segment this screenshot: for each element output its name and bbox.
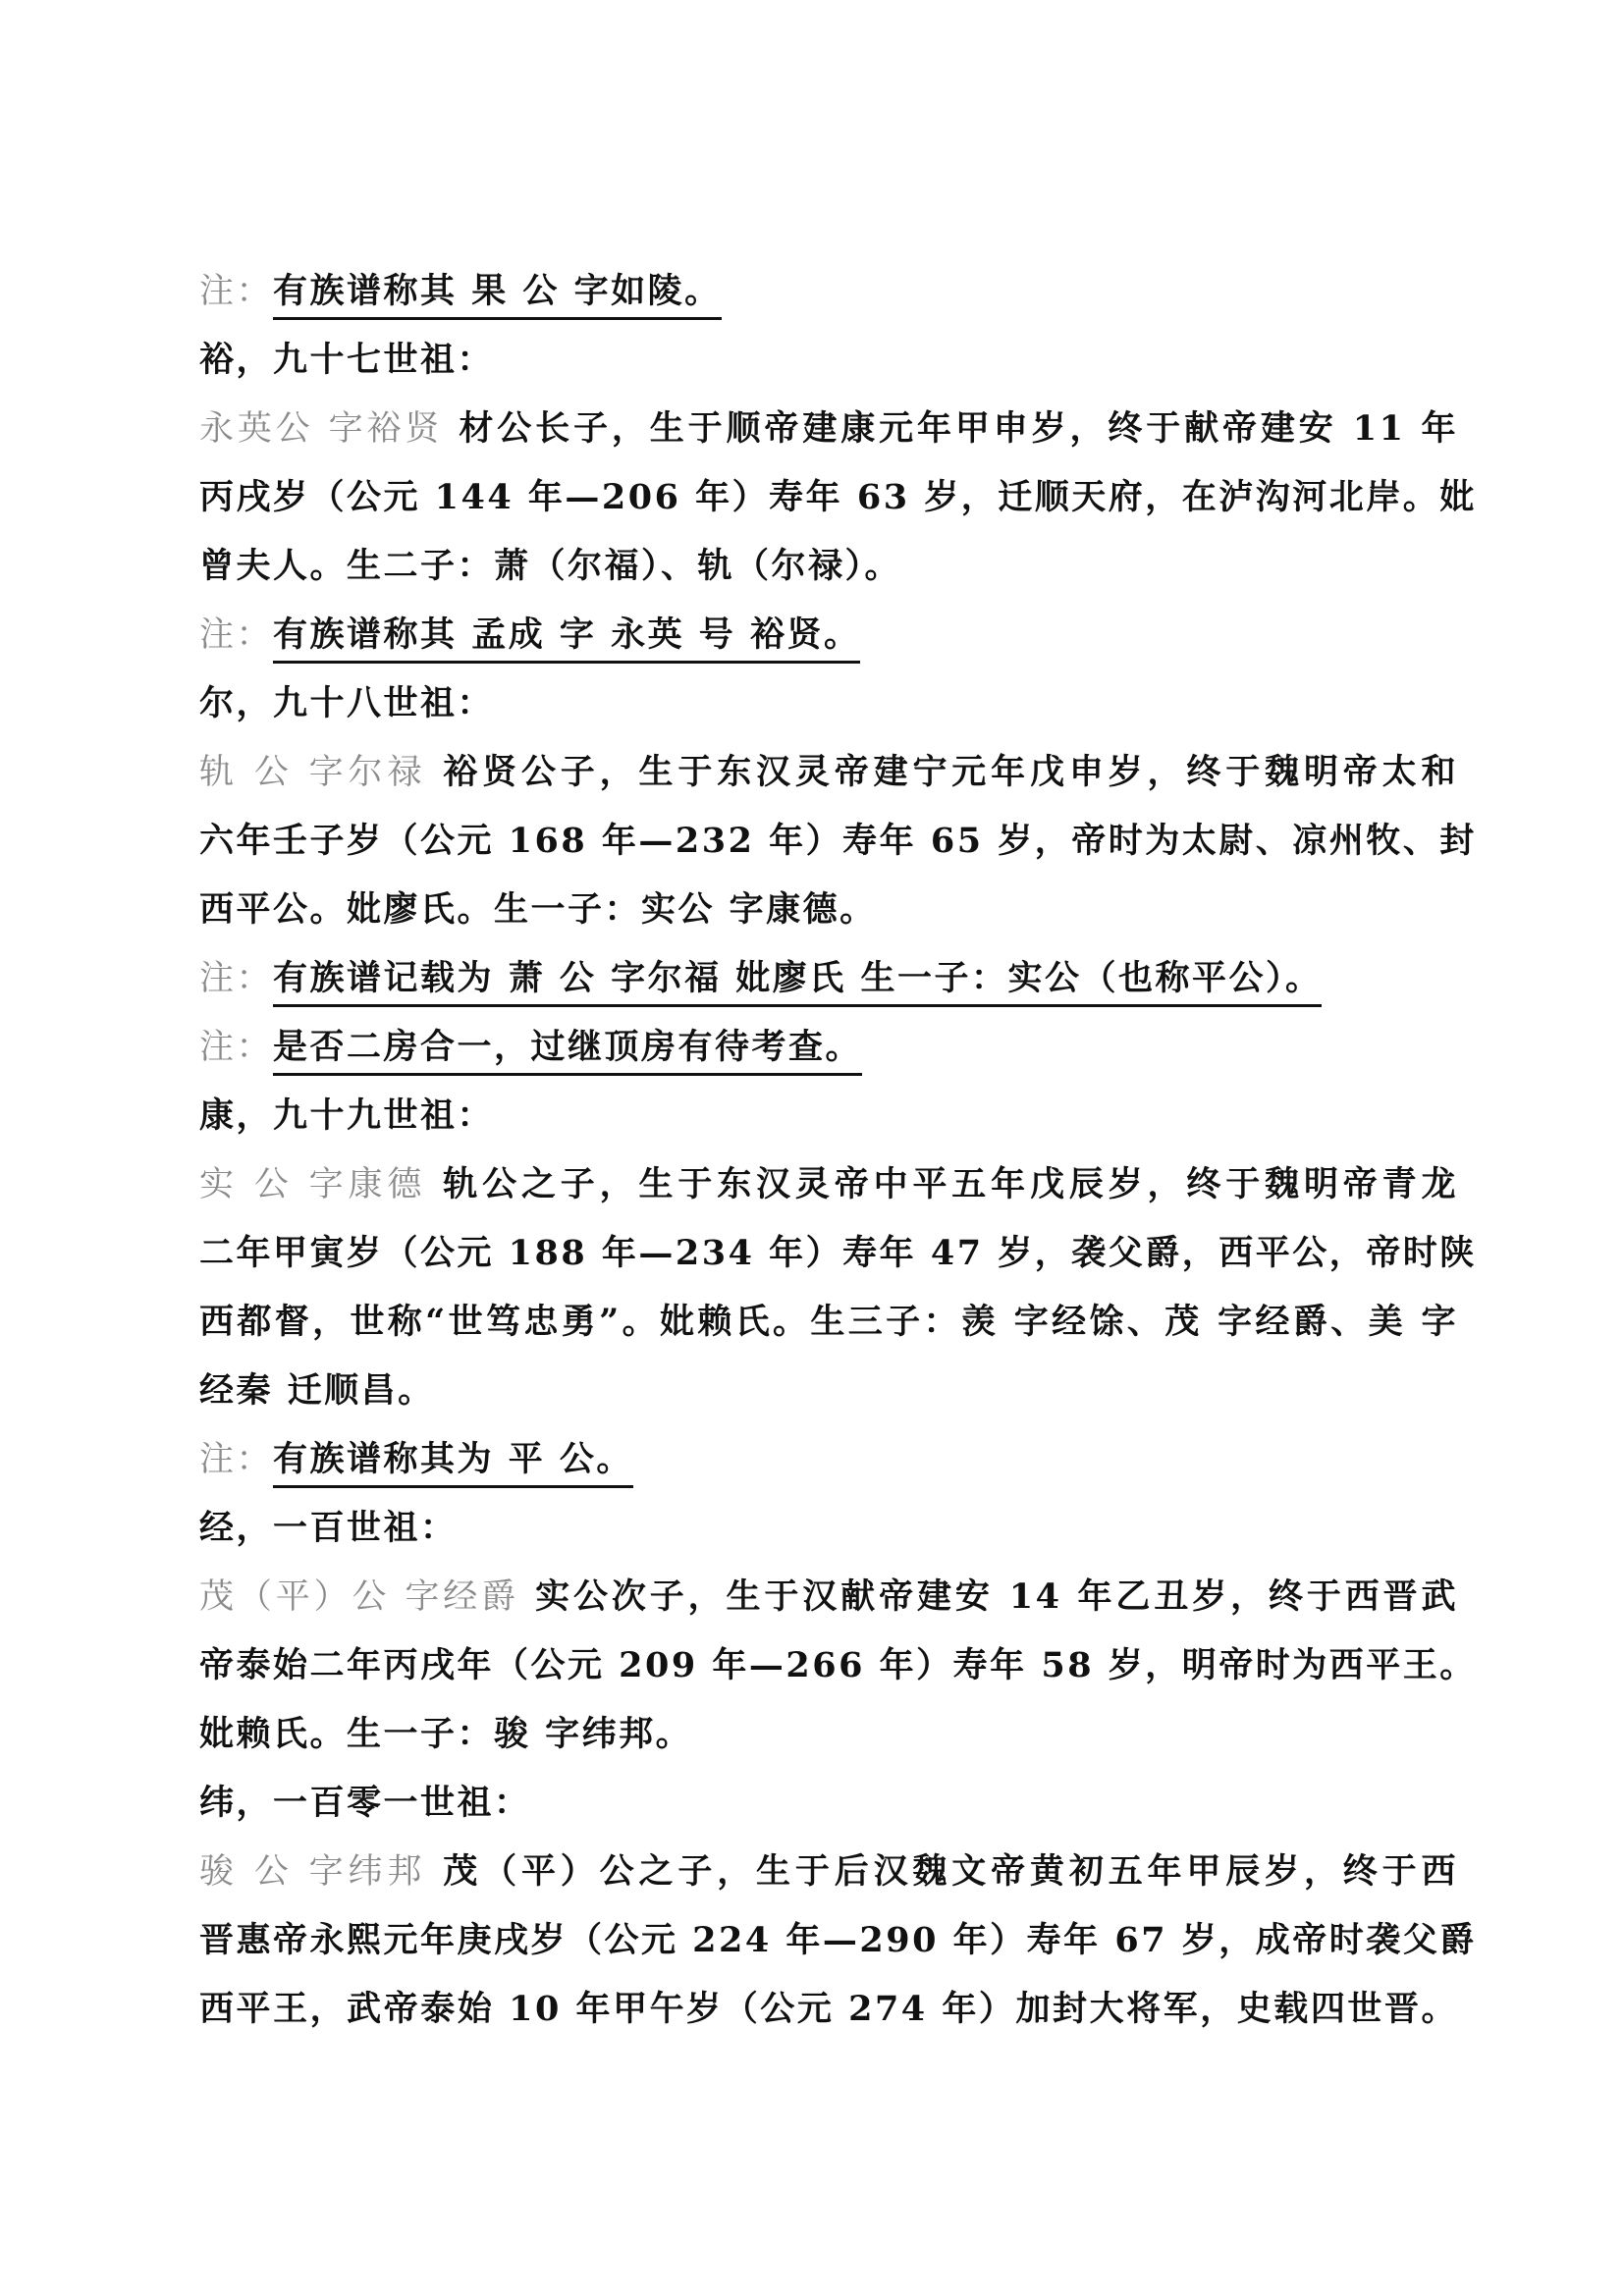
ancestor-entry-content	[199, 1838, 1458, 1906]
paragraph-text: 丙戌岁（公元 144 年—206 年）寿年 63 岁，迁顺天府，在泸沟河北岸。妣	[199, 477, 1477, 517]
ancestor-description: 茂（平）公之子，生于后汉魏文帝黄初五年甲辰岁，终于西	[426, 1851, 1458, 1892]
paragraph-line	[199, 1975, 1458, 2044]
ancestor-entry-content	[199, 1150, 1458, 1219]
generation-heading	[199, 669, 1458, 738]
ancestor-description: 实公次子，生于汉献帝建安 14 年乙丑岁，终于西晋武	[519, 1576, 1458, 1617]
generation-heading-text: 裕，九十七世祖：	[199, 340, 495, 380]
paragraph-text: 西平王，武帝泰始 10 年甲午岁（公元 274 年）加封大将军，史载四世晋。	[199, 1989, 1458, 2029]
paragraph-line	[199, 532, 1458, 601]
note-line	[199, 1013, 1458, 1082]
note-text: 是否二房合一，过继顶房有待考查。	[273, 1026, 862, 1076]
ancestor-entry-content	[199, 1563, 1458, 1631]
note-line	[199, 601, 1458, 669]
generation-heading	[199, 1769, 1458, 1838]
generation-heading	[199, 1494, 1458, 1563]
paragraph-text: 二年甲寅岁（公元 188 年—234 年）寿年 47 岁，袭父爵，西平公，帝时陕	[199, 1233, 1477, 1273]
note-text: 有族谱称其 果 公 字如陵。	[273, 270, 722, 320]
generation-heading-text: 经，一百世祖：	[199, 1508, 458, 1548]
note-prefix: 注：	[199, 615, 274, 655]
generation-heading-text: 尔，九十八世祖：	[199, 683, 495, 723]
ancestor-name: 骏 公 字纬邦	[199, 1852, 427, 1892]
paragraph-text: 帝泰始二年丙戌年（公元 209 年—266 年）寿年 58 岁，明帝时为西平王。	[199, 1645, 1477, 1685]
ancestor-description: 轨公之子，生于东汉灵帝中平五年戊辰岁，终于魏明帝青龙	[426, 1164, 1458, 1204]
document-page	[199, 257, 1477, 2044]
note-line	[199, 1425, 1458, 1494]
paragraph-text: 西都督，世称“世笃忠勇”。妣赖氏。生三子：羡 字经馀、茂 字经爵、美 字	[199, 1302, 1458, 1342]
ancestor-description: 材公长子，生于顺帝建康元年甲申岁，终于献帝建安 11 年	[443, 408, 1458, 449]
note-prefix: 注：	[199, 1028, 274, 1067]
note-text: 有族谱称其为 平 公。	[273, 1438, 633, 1488]
paragraph-text: 经秦 迁顺昌。	[199, 1370, 435, 1411]
paragraph-line	[199, 1357, 1458, 1425]
ancestor-entry-line	[199, 1563, 1458, 1631]
note-text: 有族谱记载为 萧 公 字尔福 妣廖氏 生一子：实公（也称平公）。	[273, 957, 1322, 1007]
ancestor-name: 轨 公 字尔禄	[199, 753, 427, 792]
ancestor-entry-content	[199, 738, 1458, 807]
paragraph-text: 西平公。妣廖氏。生一子：实公 字康德。	[199, 889, 877, 930]
ancestor-name: 茂（平）公 字经爵	[199, 1577, 520, 1617]
paragraph-line	[199, 1219, 1477, 1288]
ancestor-description: 裕贤公子，生于东汉灵帝建宁元年戊申岁，终于魏明帝太和	[426, 752, 1458, 792]
generation-heading-text: 纬，一百零一世祖：	[199, 1783, 531, 1823]
note-text: 有族谱称其 孟成 字 永英 号 裕贤。	[273, 614, 860, 664]
paragraph-line	[199, 1288, 1458, 1357]
ancestor-name: 永英公 字裕贤	[199, 409, 444, 449]
paragraph-line	[199, 807, 1477, 876]
note-line	[199, 944, 1458, 1013]
paragraph-text: 妣赖氏。生一子：骏 字纬邦。	[199, 1714, 693, 1754]
note-prefix: 注：	[199, 1440, 274, 1479]
note-line	[199, 257, 1458, 326]
note-prefix: 注：	[199, 959, 274, 998]
paragraph-line	[199, 1700, 1458, 1769]
ancestor-entry-line	[199, 1150, 1458, 1219]
paragraph-line	[199, 1631, 1477, 1700]
ancestor-entry-line	[199, 1838, 1458, 1906]
paragraph-text: 晋惠帝永熙元年庚戌岁（公元 224 年—290 年）寿年 67 岁，成帝时袭父爵	[199, 1920, 1477, 1960]
generation-heading	[199, 326, 1458, 395]
paragraph-text: 六年壬子岁（公元 168 年—232 年）寿年 65 岁，帝时为太尉、凉州牧、封	[199, 821, 1477, 861]
generation-heading	[199, 1082, 1458, 1150]
paragraph-text: 曾夫人。生二子：萧（尔福）、轨（尔禄）。	[199, 546, 902, 586]
paragraph-line	[199, 1906, 1477, 1975]
ancestor-entry-line	[199, 738, 1458, 807]
paragraph-line	[199, 463, 1477, 532]
ancestor-entry-content	[199, 395, 1458, 463]
paragraph-line	[199, 876, 1458, 944]
generation-heading-text: 康，九十九世祖：	[199, 1095, 495, 1136]
ancestor-name: 实 公 字康德	[199, 1165, 427, 1204]
note-prefix: 注：	[199, 272, 274, 311]
ancestor-entry-line	[199, 395, 1458, 463]
